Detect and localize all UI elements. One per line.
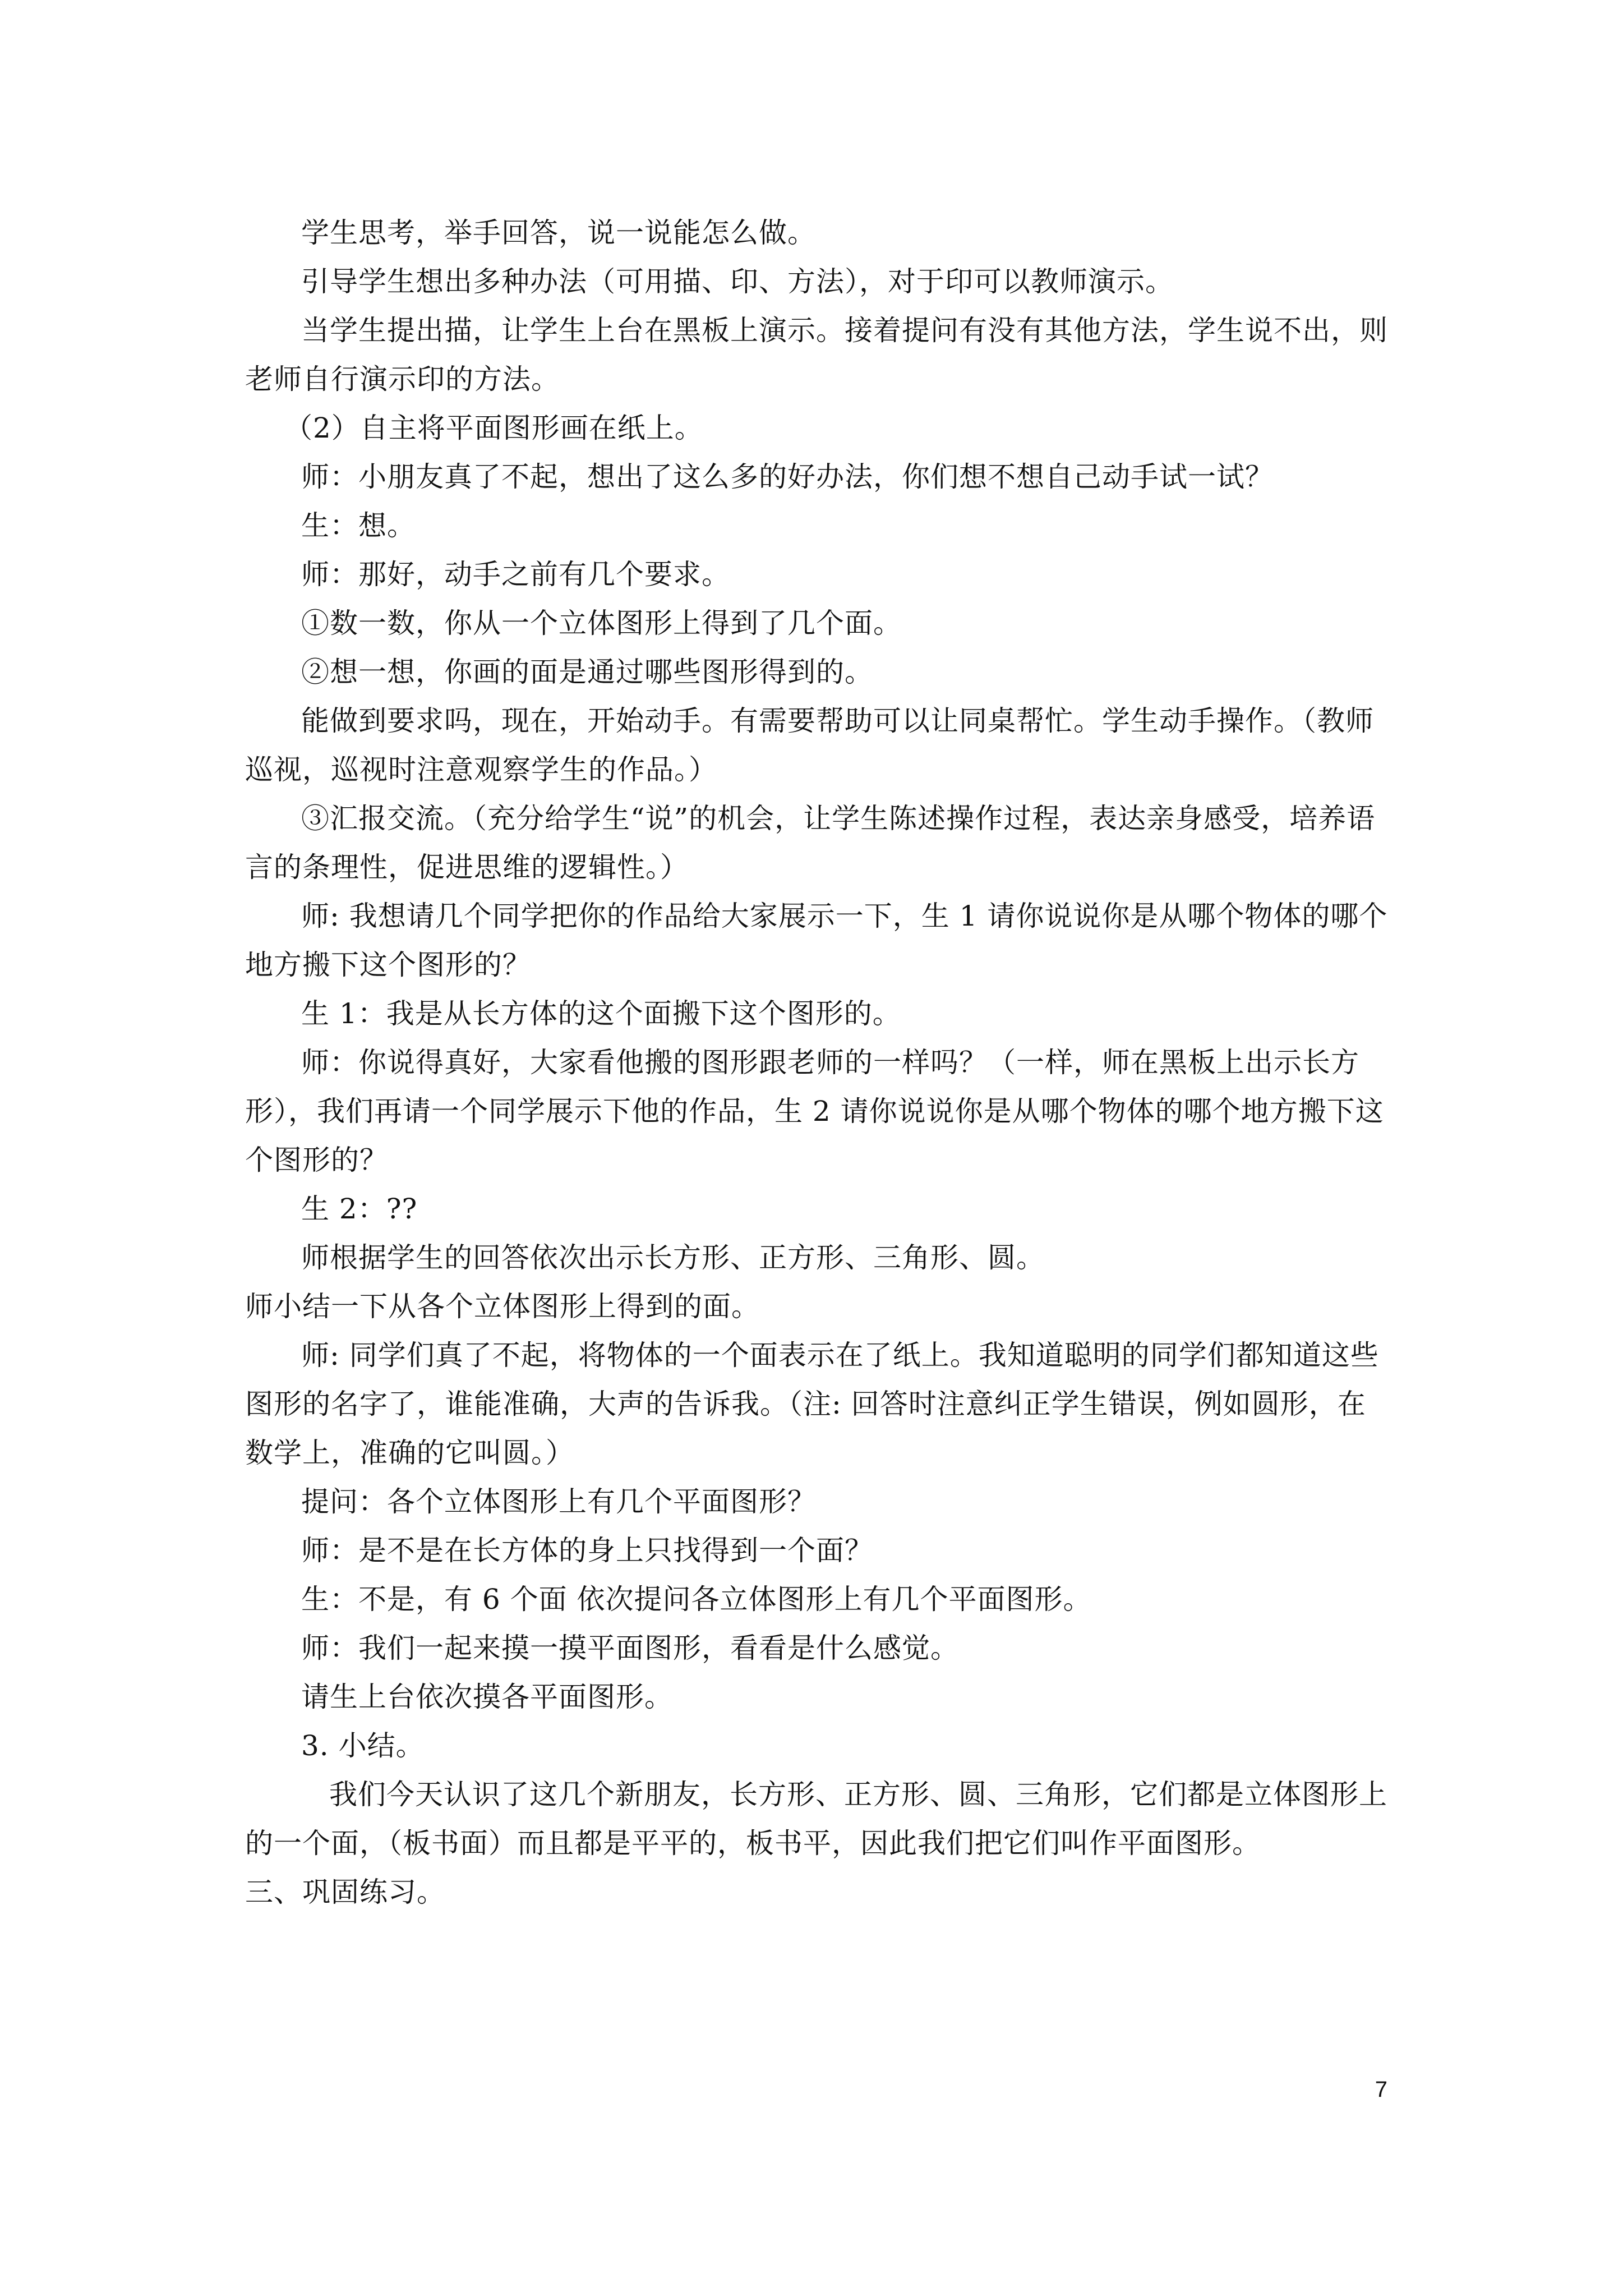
paragraph: 当学生提出描，让学生上台在黑板上演示。接着提问有没有其他方法，学生说不出，则老师自行演示印的方法。 — [245, 314, 1388, 395]
paragraph: （2）自主将平面图形画在纸上。 — [284, 412, 703, 444]
page-number: 7 — [1375, 2077, 1387, 2102]
paragraph: ③汇报交流。（充分给学生“说”的机会，让学生陈述操作过程，表达亲身感受，培养语言的条理性，促进思维的逻辑性。） — [245, 802, 1376, 884]
paragraph: 3. 小结。 — [301, 1729, 425, 1762]
paragraph: 师: 同学们真了不起，将物体的一个面表示在了纸上。我知道聪明的同学们都知道这些图形的名字了，谁能准确，大声的告诉我。（注: 回答时注意纠正学生错误，例如圆形，在数学上，准确的它叫圆。） — [245, 1339, 1379, 1469]
paragraph: 我们今天认识了这几个新朋友，长方形、正方形、圆、三角形，它们都是立体图形上的一个面，（板书面）而且都是平平的，板书平，因此我们把它们叫作平面图形。 — [245, 1778, 1387, 1860]
paragraph: 师：我们一起来摸一摸平面图形，看看是什么感觉。 — [301, 1632, 959, 1664]
paragraph: 师：小朋友真了不起，想出了这么多的好办法，你们想不想自己动手试一试？ — [301, 461, 1274, 493]
paragraph: 生：想。 — [301, 509, 416, 542]
paragraph: 师小结一下从各个立体图形上得到的面。 — [245, 1290, 760, 1323]
document-body — [245, 209, 1389, 1917]
paragraph: 学生思考，举手回答，说一说能怎么做。 — [301, 217, 816, 249]
paragraph: 生：不是，有 6 个面 依次提问各立体图形上有几个平面图形。 — [301, 1583, 1092, 1616]
paragraph: 提问：各个立体图形上有几个平面图形？ — [301, 1485, 816, 1518]
paragraph: 师: 我想请几个同学把你的作品给大家展示一下，生 1 请你说说你是从哪个物体的哪个地方搬下这个图形的？ — [245, 900, 1388, 981]
paragraph: 请生上台依次摸各平面图形。 — [301, 1681, 673, 1713]
paragraph: 师根据学生的回答依次出示长方形、正方形、三角形、圆。 — [301, 1241, 1045, 1274]
paragraph: 能做到要求吗，现在，开始动手。有需要帮助可以让同桌帮忙。学生动手操作。（教师巡视，巡视时注意观察学生的作品。） — [245, 705, 1374, 786]
paragraph: ①数一数，你从一个立体图形上得到了几个面。 — [301, 607, 902, 639]
paragraph: ②想一想，你画的面是通过哪些图形得到的。 — [301, 656, 873, 688]
paragraph: 引导学生想出多种办法（可用描、印、方法），对于印可以教师演示。 — [301, 265, 1174, 298]
section-heading: 三、巩固练习。 — [245, 1876, 445, 1908]
paragraph: 师：是不是在长方体的身上只找得到一个面？ — [301, 1534, 873, 1567]
paragraph: 师：那好，动手之前有几个要求。 — [301, 558, 730, 591]
paragraph: 生 1：我是从长方体的这个面搬下这个图形的。 — [301, 997, 901, 1030]
paragraph: 师：你说得真好，大家看他搬的图形跟老师的一样吗？（一样，师在黑板上出示长方形），我们再请一个同学展示下他的作品，生 2 请你说说你是从哪个物体的哪个地方搬下这个图形的？ — [245, 1046, 1384, 1176]
paragraph: 生 2：?? — [301, 1193, 418, 1225]
